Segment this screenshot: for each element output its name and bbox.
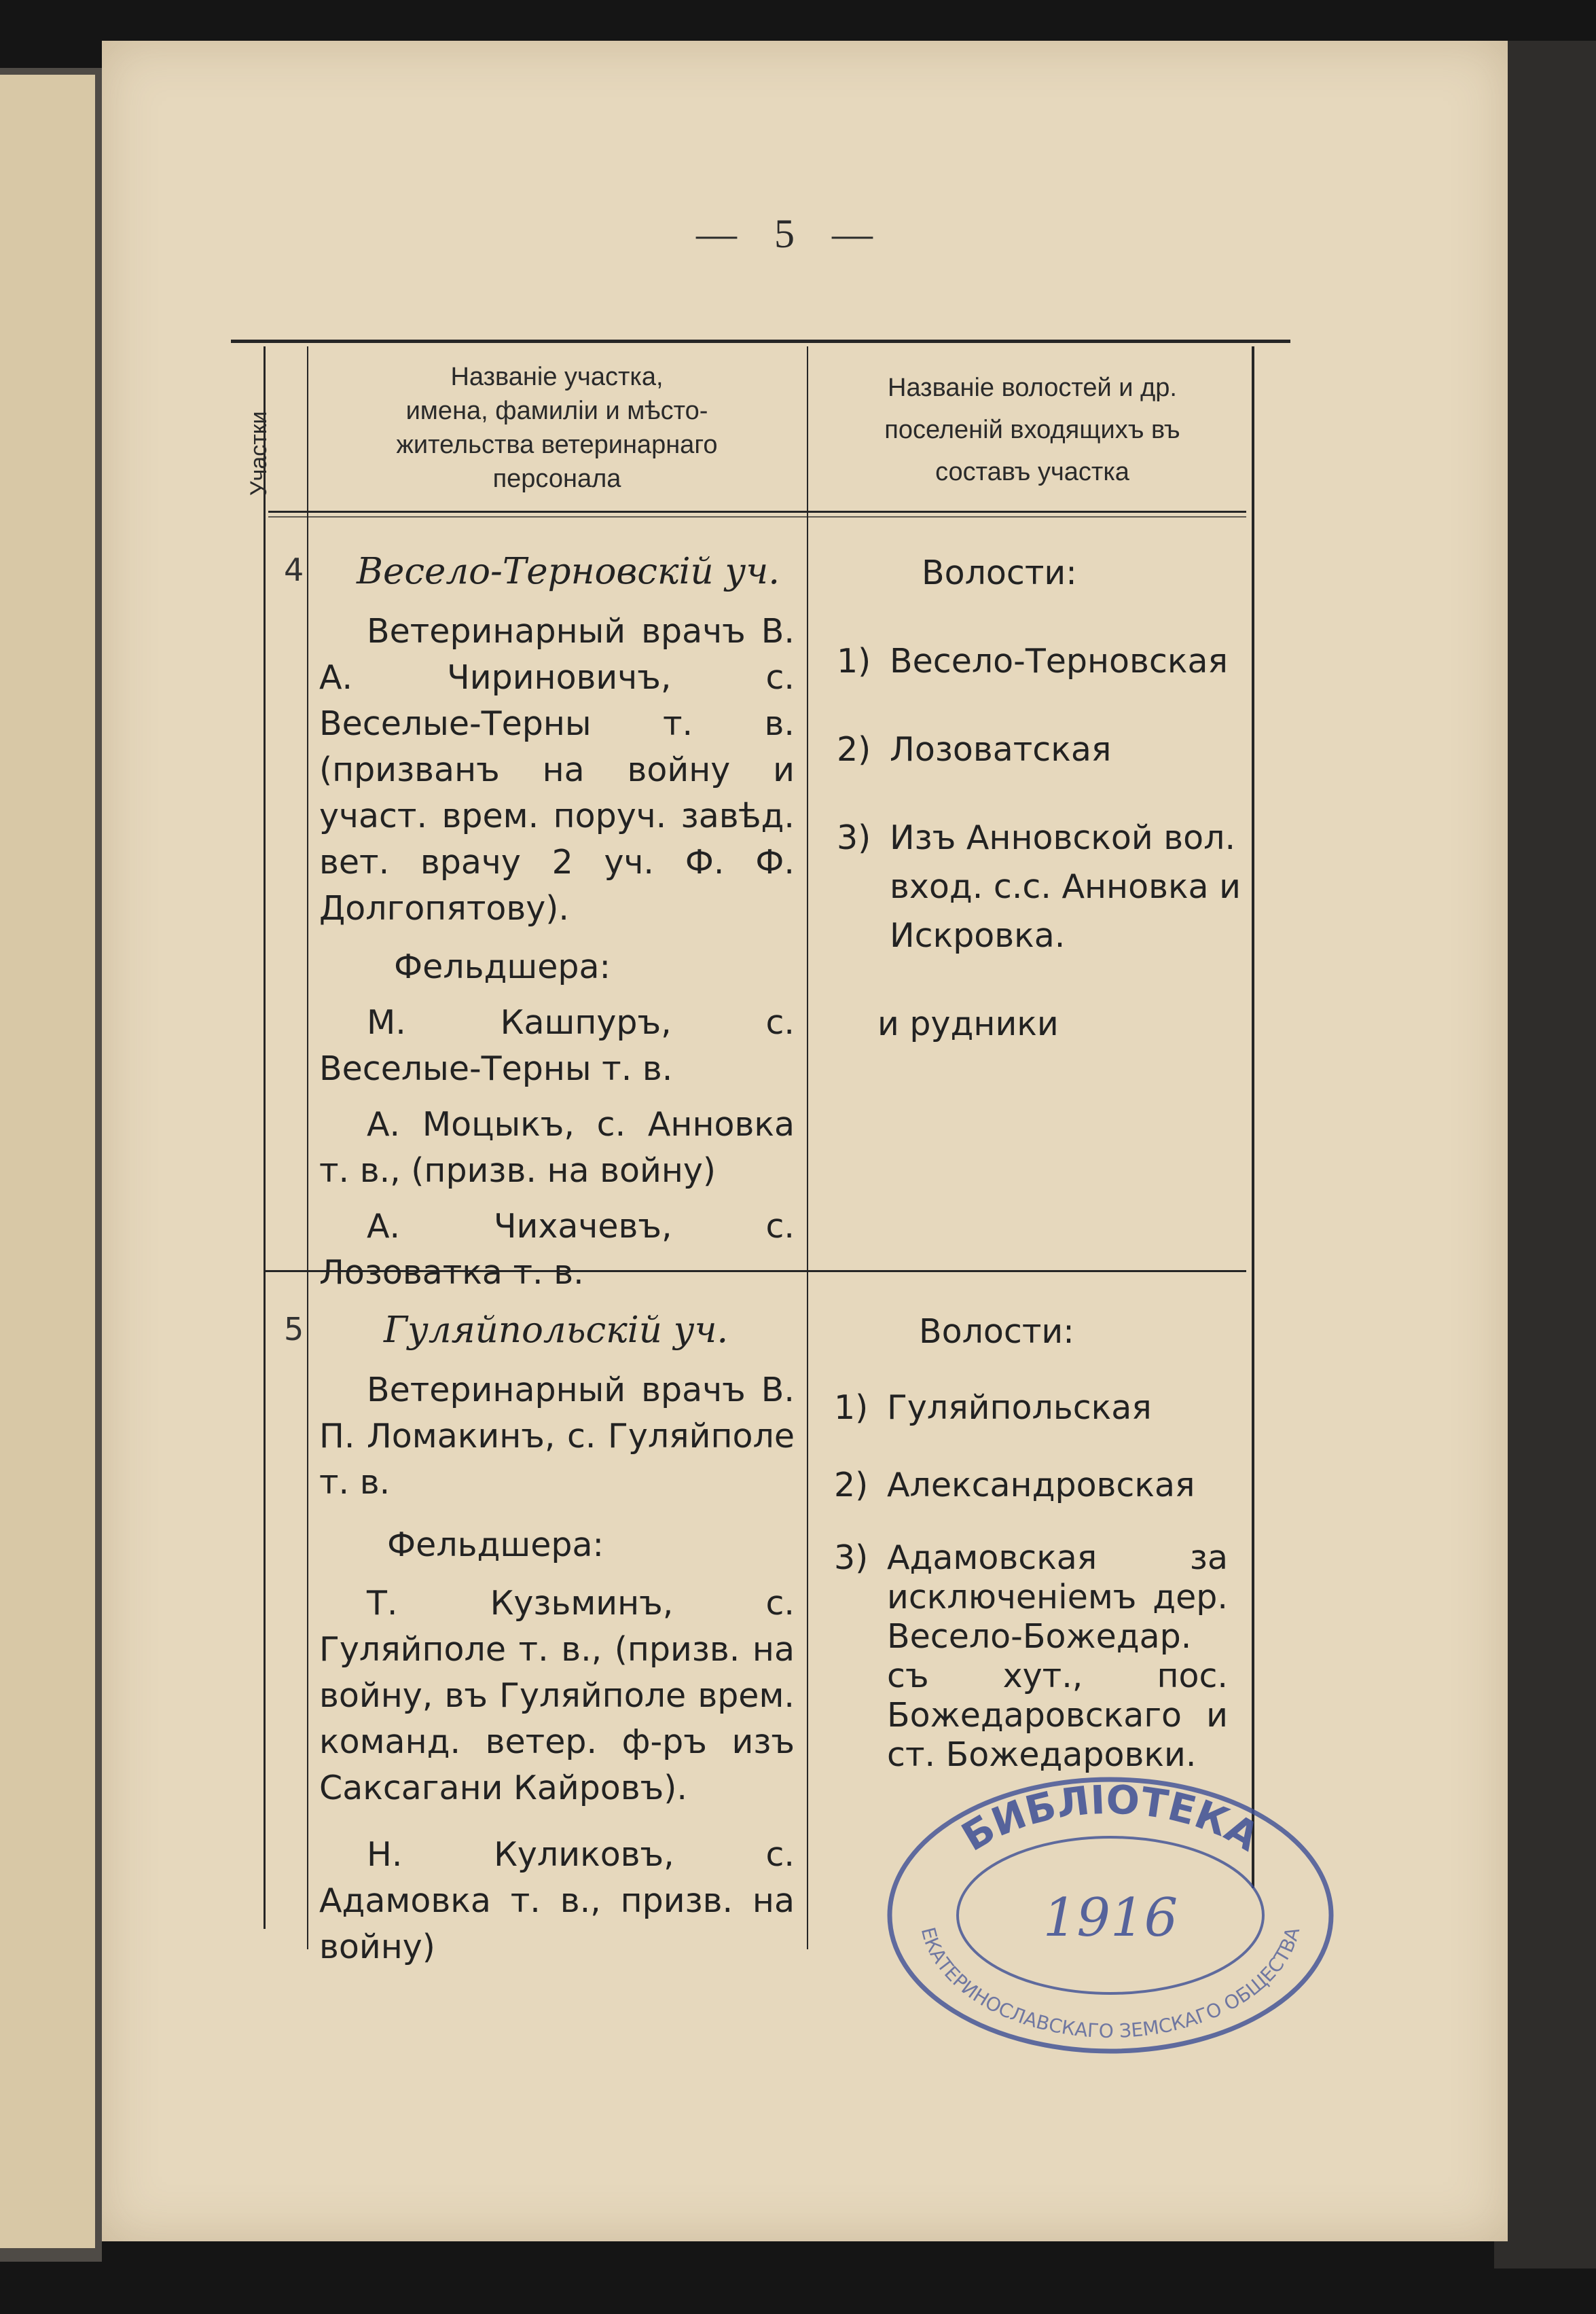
district-name: Гуляйпольскій уч. <box>384 1309 729 1351</box>
col2-rule <box>807 346 808 1949</box>
volost-item: 2) Александровская <box>834 1466 1195 1504</box>
volost-item: 2) Лозоватская <box>837 730 1112 769</box>
volost-item: 3) Изъ Анновской вол. вход. с.с. Анновка и Искровка. <box>837 818 1241 955</box>
header-col-district: Названіе участка, имена, фамиліи и мѣсто- жительства ветеринарнаго персонала <box>396 363 718 493</box>
volost-item: 1) Весело-Терновская <box>837 642 1228 681</box>
header-bottom-rule-2 <box>268 516 1246 518</box>
doctor-entry: Ветеринарный врачъ В. А. Чириновичъ, с. Веселые-Терны т. в. (призванъ на войну и участ. врем. поруч. завѣд. вет. врачу 2 уч. Ф. Ф. Долгопятову). <box>319 612 795 928</box>
volosti-cell <box>837 549 1241 1049</box>
col1-rule <box>307 346 308 1949</box>
feldsher-entry: Н. Куликовъ, с. Адамовка т. в., призв. на войну) <box>319 1835 795 1966</box>
volost-extra: и рудники <box>877 1005 1059 1043</box>
feldsher-heading: Фельдшера: <box>387 1525 604 1564</box>
volost-item: 1) Гуляйпольская <box>834 1388 1152 1427</box>
row-number: 4 <box>284 552 304 588</box>
district-cell <box>319 1307 795 1970</box>
feldsher-entry: М. Кашпуръ, с. Веселые-Терны т. в. <box>319 1003 795 1088</box>
stamp-ring-text: ЕКАТЕРИНОСЛАВСКАГО ЗЕМСКАГО ОБЩЕСТВА <box>916 1925 1305 2043</box>
volosti-heading: Волости: <box>922 554 1077 592</box>
district-name: Весело-Терновскій уч. <box>357 551 780 592</box>
stamp-title: БИБЛІОТЕКА <box>954 1776 1267 1860</box>
doctor-entry: Ветеринарный врачъ В. П. Ломакинъ, с. Гуляйполе т. в. <box>319 1371 795 1502</box>
header-bottom-rule <box>268 511 1246 513</box>
district-cell <box>319 549 795 1296</box>
table-top-rule <box>231 340 1290 343</box>
volost-item: 3) Адамовская за исключеніемъ дер. Весело-Божедар. съ хут., пос. Божедаровскаго и ст. Божедаровки. <box>834 1538 1228 1774</box>
volosti-heading: Волости: <box>919 1312 1074 1351</box>
previous-page-edge <box>0 75 95 2248</box>
library-stamp <box>879 1773 1341 2058</box>
feldsher-heading: Фельдшера: <box>394 947 611 986</box>
feldsher-entry: А. Моцыкъ, с. Анновка т. в., (призв. на войну) <box>319 1105 795 1190</box>
table-left-rule <box>264 346 266 1929</box>
stamp-year: 1916 <box>1042 1887 1178 1949</box>
feldsher-entry: Т. Кузьминъ, с. Гуляйполе т. в., (призв. на войну, въ Гуляйполе врем. команд. ветер. ф-ръ изъ Саксагани Кайровъ). <box>319 1584 795 1807</box>
table-right-rule <box>1252 346 1254 1888</box>
header-col-volosti: Названіе волостей и др. поселеній входящихъ въ составъ участка <box>884 374 1180 486</box>
feldsher-entry: А. Чихачевъ, с. Лозоватка т. в. <box>319 1207 795 1292</box>
row-number: 5 <box>284 1311 304 1348</box>
volosti-cell <box>834 1307 1228 1775</box>
book-cover-edge <box>1494 41 1596 2268</box>
page-number: — 5 — <box>696 211 886 256</box>
